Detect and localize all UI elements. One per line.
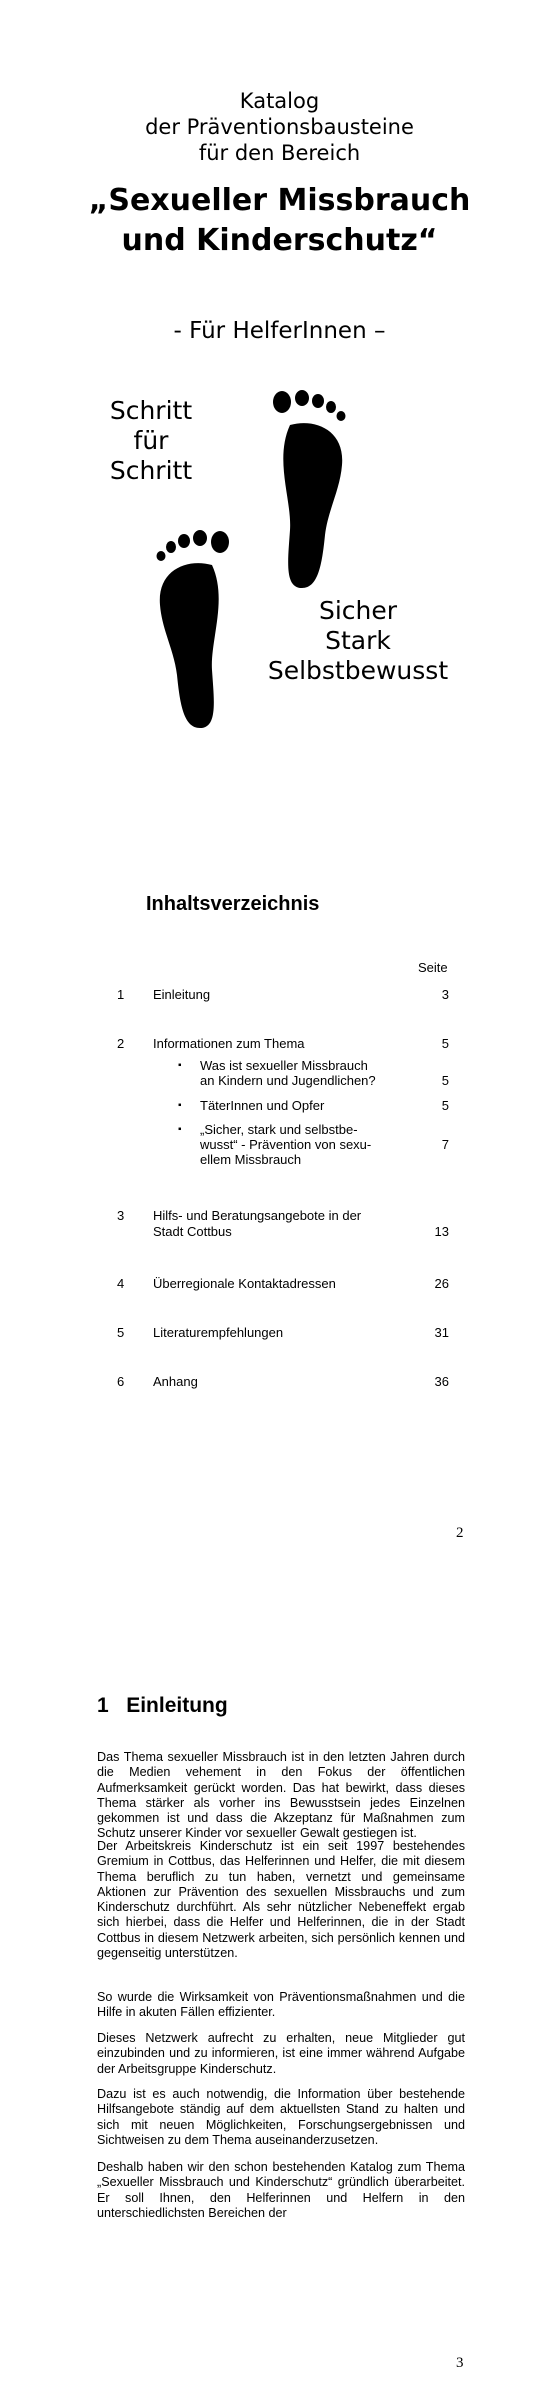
paragraph: Dieses Netzwerk aufrecht zu erhalten, neue Mitglieder gut einzubinden und zu informieren, ist eine immer während Aufgabe der Arbeitsgruppe Kinderschutz. — [97, 2031, 465, 2076]
toc-entry-number: 2 — [117, 1036, 125, 1051]
toc-entry-label-line: Stadt Cottbus — [153, 1224, 232, 1239]
toc-subentry-page: 5 — [441, 1098, 449, 1113]
toc-heading: Inhaltsverzeichnis — [146, 893, 320, 915]
slogan-right-line: Stark — [325, 626, 391, 655]
toc-subentry-line: wusst“ - Prävention von sexu- — [200, 1137, 372, 1152]
toc-subentry-line: an Kindern und Jugendlichen? — [200, 1073, 376, 1088]
toc-entry-label[interactable]: Einleitung — [153, 987, 211, 1002]
toc-subentry-label[interactable] — [200, 1098, 410, 1113]
footprint-lower-icon — [142, 530, 232, 730]
cover-main-title-line-1: „Sexueller Missbrauch — [88, 183, 471, 218]
slogan-right-line: Selbstbewusst — [267, 656, 449, 685]
cover-title-line-3: für den Bereich — [198, 141, 361, 165]
toc-entry-label[interactable]: Überregionale Kontaktadressen — [153, 1276, 336, 1291]
page-number: 3 — [456, 2355, 464, 2371]
toc-subentry-line: Was ist sexueller Missbrauch — [200, 1058, 368, 1073]
slogan-right — [258, 596, 458, 686]
cover-title-line-1: Katalog — [239, 89, 320, 113]
toc-page-column-label: Seite — [418, 960, 448, 975]
chapter-number: 1 — [97, 1694, 109, 1717]
paragraph: So wurde die Wirksamkeit von Präventionsmaßnahmen und die Hilfe in akuten Fällen effizienter. — [97, 1990, 465, 2020]
toc-subentry-line: ellem Missbrauch — [200, 1152, 302, 1167]
chapter-title: Einleitung — [126, 1694, 228, 1717]
toc-subentry-label[interactable] — [200, 1058, 410, 1088]
slogan-left-line: Schritt — [109, 396, 193, 425]
toc-subentry-bullet: ▪ — [178, 1100, 182, 1111]
toc-entry-label[interactable] — [153, 1208, 361, 1240]
slogan-left-line: für — [133, 426, 169, 455]
footprint-upper-icon — [270, 390, 360, 590]
toc-entry-number: 4 — [117, 1276, 125, 1291]
slogan-left — [96, 396, 206, 486]
toc-subentry-page: 7 — [441, 1137, 449, 1152]
toc-entry-page: 36 — [434, 1374, 449, 1389]
toc-entry-label[interactable]: Literaturempfehlungen — [153, 1325, 284, 1340]
toc-entry-label[interactable]: Informationen zum Thema — [153, 1036, 305, 1051]
toc-subentry-label[interactable] — [200, 1122, 410, 1167]
cover-title-line-2: der Präventionsbausteine — [145, 115, 414, 139]
paragraph: Dazu ist es auch notwendig, die Information über bestehende Hilfsangebote ständig auf dem aktuellsten Stand zu halten und sich mit neuen Möglichkeiten, Forschungsergebnissen und Sichtweisen zu dem Thema auseinanderzusetzen. — [97, 2087, 465, 2147]
slogan-right-line: Sicher — [318, 596, 398, 625]
toc-entry-page: 5 — [441, 1036, 449, 1051]
chapter-heading — [97, 1694, 228, 1718]
cover-main-title-line-2: und Kinderschutz“ — [121, 223, 438, 258]
toc-subentry-line: TäterInnen und Opfer — [200, 1098, 325, 1113]
toc-subentry-page: 5 — [441, 1073, 449, 1088]
toc-subentry-bullet: ▪ — [178, 1124, 182, 1135]
toc-entry-page: 26 — [434, 1276, 449, 1291]
toc-subentry-line: „Sicher, stark und selbstbe- — [200, 1122, 358, 1137]
slogan-left-line: Schritt — [109, 456, 193, 485]
toc-entry-page: 13 — [434, 1224, 449, 1239]
toc-entry-label[interactable]: Anhang — [153, 1374, 198, 1389]
toc-entry-number: 5 — [117, 1325, 125, 1340]
toc-entry-number: 1 — [117, 987, 125, 1002]
paragraph: Das Thema sexueller Missbrauch ist in den letzten Jahren durch die Medien vehement in den Fokus der öffentlichen Aufmerksamkeit gerückt worden. Das hat bewirkt, dass dieses Thema stärker als vorher ins Bewusstsein jedes Einzelnen gekommen ist und dass die Akzeptanz für Maßnahmen zum Schutz unserer Kinder vor sexueller Gewalt gestiegen ist. — [97, 1750, 465, 1841]
page-number: 2 — [456, 1525, 464, 1541]
toc-entry-number: 3 — [117, 1208, 125, 1223]
paragraph: Deshalb haben wir den schon bestehenden Katalog zum Thema „Sexueller Missbrauch und Kinderschutz“ gründlich überarbeitet. Er soll Ihnen, den Helferinnen und Helfern in den unterschiedlichsten Bereichen der — [97, 2160, 465, 2220]
toc-entry-label-line: Hilfs- und Beratungsangebote in der — [153, 1208, 362, 1223]
toc-entry-page: 31 — [434, 1325, 449, 1340]
toc-entry-number: 6 — [117, 1374, 125, 1389]
toc-entry-page: 3 — [441, 987, 449, 1002]
cover-subtitle: - Für HelferInnen – — [173, 318, 386, 344]
paragraph: Der Arbeitskreis Kinderschutz ist ein seit 1997 bestehendes Gremium in Cottbus, das Helferinnen und Helfer, die mit diesem Thema beruflich zu tun haben, vernetzt und gemeinsame Aktionen zur Prävention des sexuellen Missbrauchs und zum Kinderschutz durchführt. Als sehr nützlicher Nebeneffekt ergab sich hierbei, dass die Helfer und Helferinnen, die in der Stadt Cottbus in diesem Netzwerk arbeiten, sich persönlich kennen und gegenseitig unterstützen. — [97, 1839, 465, 1961]
toc-subentry-bullet: ▪ — [178, 1060, 182, 1071]
